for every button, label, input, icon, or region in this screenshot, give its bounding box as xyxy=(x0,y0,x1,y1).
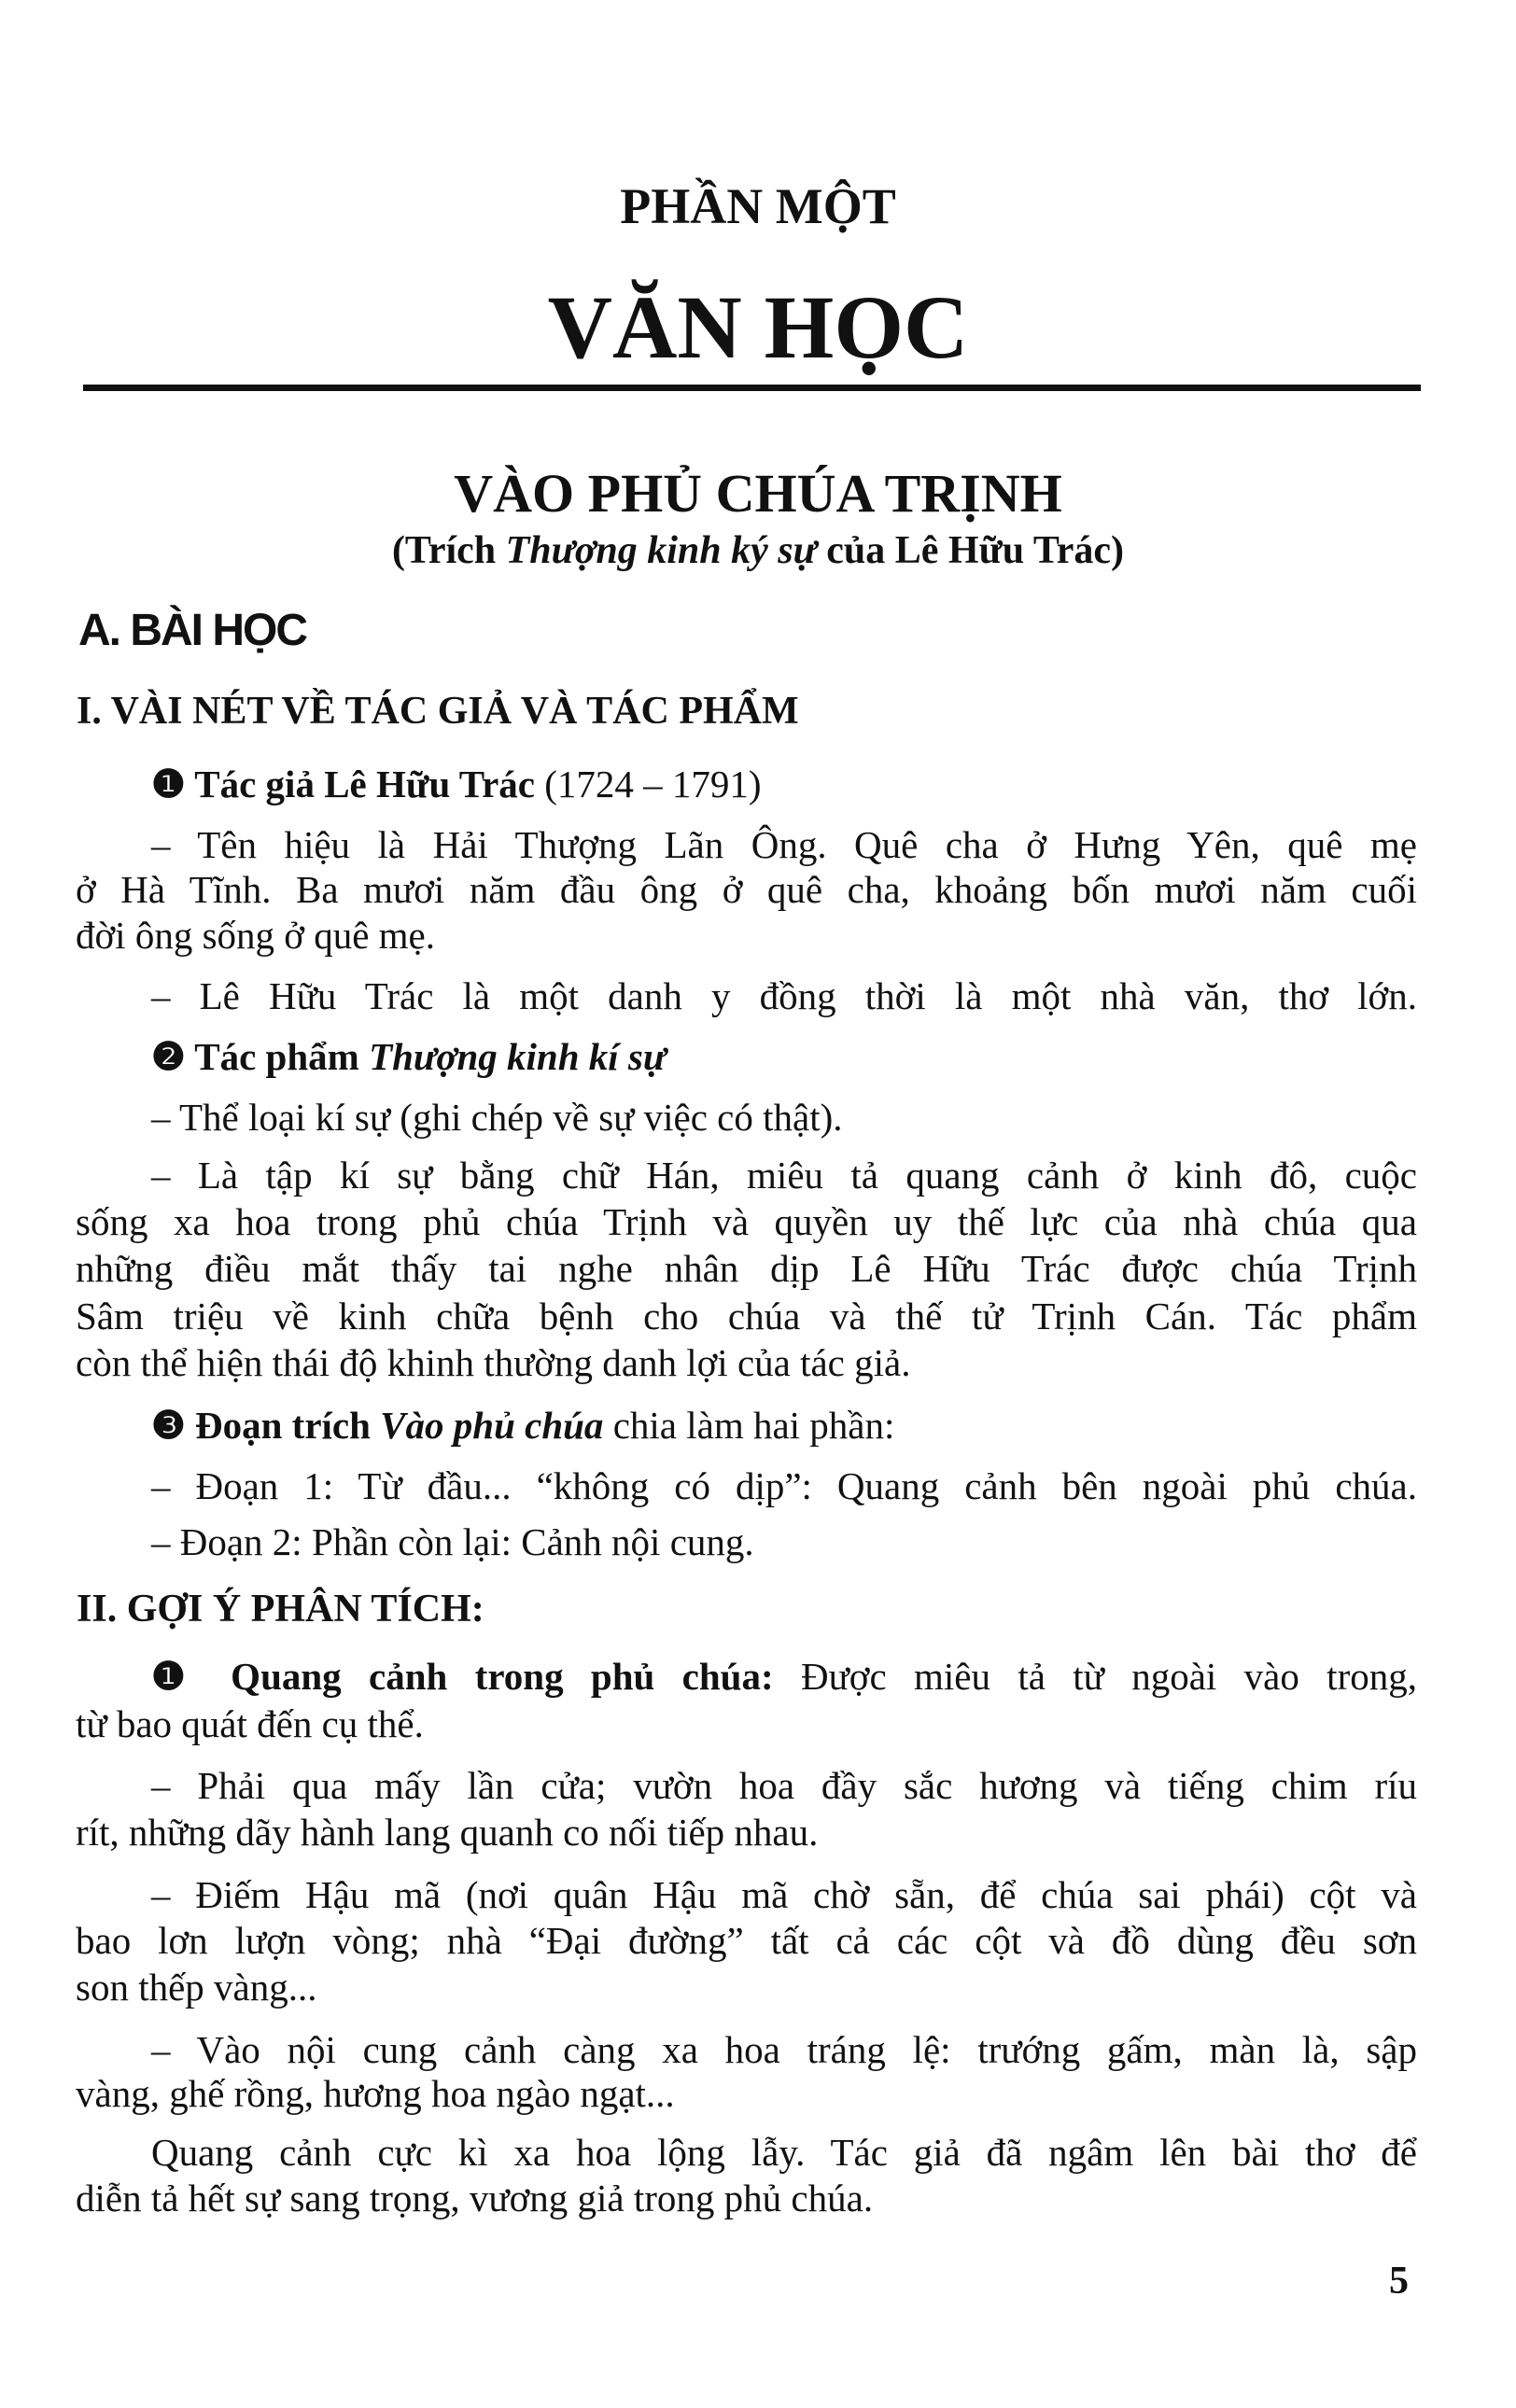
page-number: 5 xyxy=(1389,2260,1409,2303)
section-a-heading: A. BÀI HỌC xyxy=(78,606,306,655)
text-line xyxy=(151,1463,1417,1509)
emphasis-text: ❸ Đoạn trích xyxy=(151,1404,381,1447)
text-line xyxy=(76,1964,317,2010)
source-work: Thượng kinh ký sự xyxy=(505,529,817,572)
emphasis-text: Vào phủ chúa xyxy=(380,1404,604,1447)
body-text-span: – Điếm Hậu mã (nơi quân Hậu mã chờ sẵn, để chúa sai phái) cột và xyxy=(151,1873,1417,1916)
body-text-span: Quang cảnh cực kì xa hoa lộng lẫy. Tác giả đã ngâm lên bài thơ để xyxy=(151,2131,1417,2174)
source-prefix: (Trích xyxy=(391,529,506,572)
text-line xyxy=(151,2026,1417,2073)
section-2-heading: II. GỢI Ý PHÂN TÍCH: xyxy=(77,1588,484,1631)
body-text-span: chia làm hai phần: xyxy=(603,1404,895,1447)
text-line xyxy=(151,821,1417,868)
body-text-span: – Đoạn 1: Từ đầu... “không có dịp”: Quang cảnh bên ngoài phủ chúa. xyxy=(151,1464,1417,1507)
text-line xyxy=(76,1293,1417,1339)
body-text-span: còn thể hiện thái độ khinh thường danh lợi của tác giả. xyxy=(76,1341,911,1384)
body-text-span: đời ông sống ở quê mẹ. xyxy=(76,914,435,957)
body-text-span: vàng, ghế rồng, hương hoa ngào ngạt... xyxy=(76,2072,675,2115)
body-text-span: son thếp vàng... xyxy=(76,1966,317,2009)
body-text-span: diễn tả hết sự sang trọng, vương giả trong phủ chúa. xyxy=(76,2177,874,2219)
body-text-span: – Phải qua mấy lần cửa; vườn hoa đầy sắc hương và tiếng chim ríu xyxy=(151,1764,1417,1807)
emphasis-text: Thượng kinh kí sự xyxy=(369,1035,667,1078)
body-text-span: Sâm triệu về kinh chữa bệnh cho chúa và thế tử Trịnh Cán. Tác phẩm xyxy=(76,1295,1417,1337)
lesson-title: VÀO PHỦ CHÚA TRỊNH xyxy=(454,463,1062,524)
body-text-span: – Là tập kí sự bằng chữ Hán, miêu tả quang cảnh ở kinh đô, cuộc xyxy=(151,1154,1417,1197)
text-line xyxy=(76,2070,675,2117)
body-text-span: – Thể loại kí sự (ghi chép về sự việc có thật). xyxy=(151,1096,843,1139)
emphasis-text: ❶ Quang cảnh trong phủ chúa: xyxy=(151,1655,774,1698)
part-title: VĂN HỌC xyxy=(547,277,969,377)
body-text-span: – Đoạn 2: Phần còn lại: Cảnh nội cung. xyxy=(151,1520,754,1563)
text-line xyxy=(151,2129,1417,2176)
body-text-span: – Vào nội cung cảnh càng xa hoa tráng lệ: trướng gấm, màn là, sập xyxy=(151,2028,1417,2071)
text-line xyxy=(76,1917,1417,1964)
text-line xyxy=(151,1033,666,1080)
body-text-span: Được miêu tả từ ngoài vào trong, xyxy=(773,1655,1417,1698)
text-line xyxy=(151,1762,1417,1809)
body-text-span: những điều mắt thấy tai nghe nhân dịp Lê Hữu Trác được chúa Trịnh xyxy=(76,1247,1417,1290)
section-1-heading: I. VÀI NÉT VỀ TÁC GIẢ VÀ TÁC PHẨM xyxy=(77,690,799,733)
text-line xyxy=(151,1653,1417,1700)
text-line xyxy=(151,1402,894,1449)
body-text-span: rít, những dãy hành lang quanh co nối tiếp nhau. xyxy=(76,1811,819,1854)
text-line xyxy=(151,1519,754,1565)
lesson-source xyxy=(0,528,1516,573)
text-line xyxy=(151,973,1417,1019)
part-label: PHẦN MỘT xyxy=(620,178,896,234)
body-text-span: – Tên hiệu là Hải Thượng Lãn Ông. Quê cha ở Hưng Yên, quê mẹ xyxy=(151,823,1417,866)
text-line xyxy=(76,1198,1417,1245)
text-line xyxy=(76,912,435,959)
text-line xyxy=(151,1152,1417,1198)
body-text-span: ở Hà Tĩnh. Ba mươi năm đầu ông ở quê cha, khoảng bốn mươi năm cuối xyxy=(76,868,1417,911)
body-text-span: (1724 – 1791) xyxy=(535,763,762,805)
body-text-span: – Lê Hữu Trác là một danh y đồng thời là một nhà văn, thơ lớn. xyxy=(151,974,1417,1017)
body-text-span: từ bao quát đến cụ thể. xyxy=(76,1702,424,1745)
source-suffix: của Lê Hữu Trác) xyxy=(816,529,1125,572)
title-divider xyxy=(83,385,1421,391)
text-line xyxy=(76,1245,1417,1292)
emphasis-text: ❷ Tác phẩm xyxy=(151,1035,370,1078)
text-line xyxy=(151,761,762,807)
body-text-span: bao lơn lượn vòng; nhà “Đại đường” tất cả các cột và đồ dùng đều sơn xyxy=(76,1919,1417,1962)
text-line xyxy=(76,866,1417,913)
text-line xyxy=(76,1809,818,1855)
text-line xyxy=(76,1701,424,1747)
text-line xyxy=(76,2175,873,2221)
text-line xyxy=(151,1094,842,1141)
text-line xyxy=(76,1339,910,1386)
text-line xyxy=(151,1871,1417,1918)
body-text-span: sống xa hoa trong phủ chúa Trịnh và quyền uy thế lực của nhà chúa qua xyxy=(76,1200,1417,1243)
emphasis-text: ❶ Tác giả Lê Hữu Trác xyxy=(151,763,536,805)
